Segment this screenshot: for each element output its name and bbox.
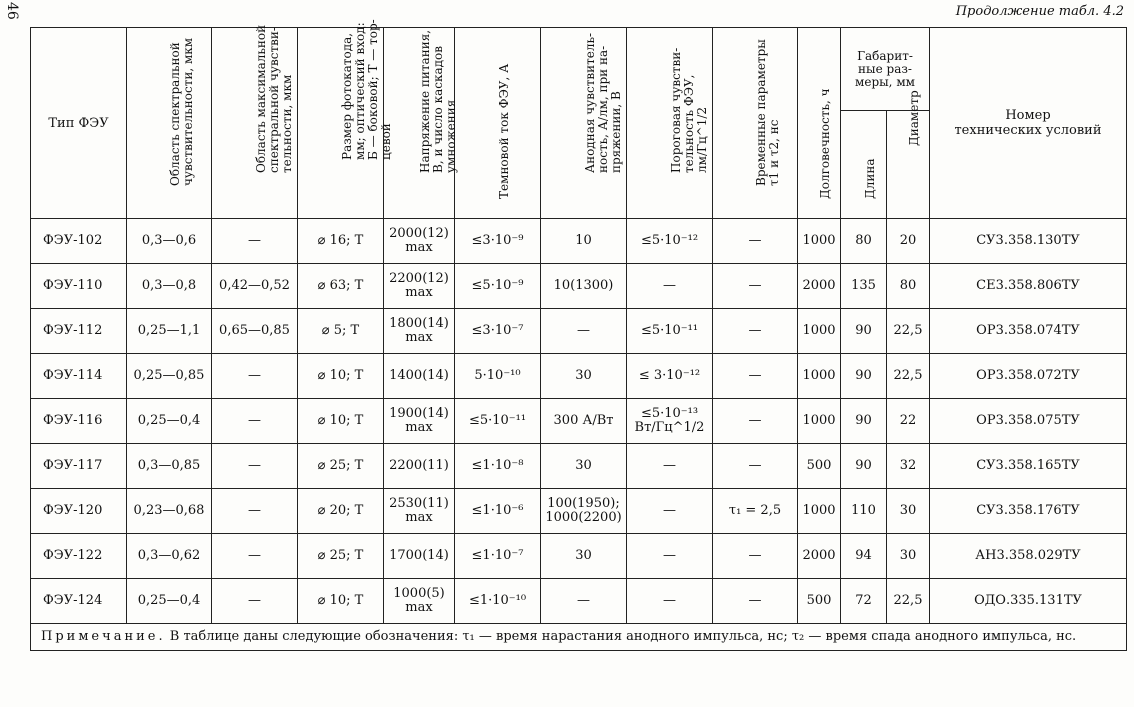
cell-voltage: 1000(5) max (384, 579, 455, 624)
photomultiplier-table (30, 19, 1127, 651)
header-dimensions: Габарит- ные раз- меры, мм (841, 28, 930, 111)
cell-photo: ⌀ 10; Т (298, 579, 384, 624)
cell-type: ФЭУ-110 (31, 264, 127, 309)
cell-spectral: 0,3—0,85 (127, 444, 212, 489)
cell-voltage: 2530(11) max (384, 489, 455, 534)
cell-diam: 22 (887, 399, 930, 444)
table-row (31, 354, 1127, 399)
cell-life: 1000 (798, 219, 841, 264)
header-threshold: Пороговая чувстви- тельность ФЭУ, лм/Гц^1/2 (627, 28, 713, 219)
cell-max: — (212, 399, 298, 444)
table-row (31, 264, 1127, 309)
cell-time: τ₁ = 2,5 (713, 489, 798, 534)
cell-threshold: — (627, 534, 713, 579)
cell-threshold: ≤5·10⁻¹³ Вт/Гц^1/2 (627, 399, 713, 444)
cell-threshold: — (627, 579, 713, 624)
cell-voltage: 2200(11) (384, 444, 455, 489)
cell-voltage: 2200(12) max (384, 264, 455, 309)
cell-anode: — (541, 579, 627, 624)
cell-dark: ≤1·10⁻⁶ (455, 489, 541, 534)
cell-diam: 32 (887, 444, 930, 489)
cell-time: — (713, 354, 798, 399)
table-row (31, 534, 1127, 579)
cell-threshold: — (627, 264, 713, 309)
cell-threshold: ≤5·10⁻¹² (627, 219, 713, 264)
cell-photo: ⌀ 10; Т (298, 354, 384, 399)
cell-length: 80 (841, 219, 887, 264)
cell-spectral: 0,3—0,62 (127, 534, 212, 579)
cell-life: 1000 (798, 489, 841, 534)
header-lifetime: Долговечность, ч (798, 28, 841, 219)
note-label: Примечание. (41, 629, 166, 644)
header-spectral: Область спектральной чувствительности, мкм (127, 28, 212, 219)
cell-type: ФЭУ-124 (31, 579, 127, 624)
cell-length: 90 (841, 354, 887, 399)
page-number: 46 (4, 2, 20, 20)
cell-spectral: 0,25—0,4 (127, 579, 212, 624)
cell-spectral: 0,3—0,8 (127, 264, 212, 309)
cell-length: 90 (841, 444, 887, 489)
cell-dark: ≤1·10⁻⁷ (455, 534, 541, 579)
cell-life: 1000 (798, 354, 841, 399)
cell-tech: ОР3.358.072ТУ (930, 354, 1127, 399)
table-row (31, 309, 1127, 354)
cell-spectral: 0,25—1,1 (127, 309, 212, 354)
cell-threshold: ≤5·10⁻¹¹ (627, 309, 713, 354)
cell-length: 90 (841, 309, 887, 354)
cell-max: — (212, 534, 298, 579)
cell-dark: ≤1·10⁻¹⁰ (455, 579, 541, 624)
cell-photo: ⌀ 63; Т (298, 264, 384, 309)
cell-anode: 10(1300) (541, 264, 627, 309)
cell-life: 2000 (798, 534, 841, 579)
cell-type: ФЭУ-122 (31, 534, 127, 579)
cell-max: 0,65—0,85 (212, 309, 298, 354)
cell-type: ФЭУ-120 (31, 489, 127, 534)
cell-time: — (713, 219, 798, 264)
header-diameter: Диаметр (887, 111, 930, 219)
cell-anode: 100(1950); 1000(2200) (541, 489, 627, 534)
cell-max: — (212, 219, 298, 264)
cell-time: — (713, 309, 798, 354)
cell-time: — (713, 264, 798, 309)
cell-length: 110 (841, 489, 887, 534)
cell-tech: АН3.358.029ТУ (930, 534, 1127, 579)
cell-type: ФЭУ-112 (31, 309, 127, 354)
cell-spectral: 0,25—0,85 (127, 354, 212, 399)
cell-life: 500 (798, 579, 841, 624)
cell-time: — (713, 579, 798, 624)
cell-tech: СУ3.358.130ТУ (930, 219, 1127, 264)
cell-dark: ≤5·10⁻⁹ (455, 264, 541, 309)
cell-photo: ⌀ 10; Т (298, 399, 384, 444)
cell-dark: 5·10⁻¹⁰ (455, 354, 541, 399)
cell-max: 0,42—0,52 (212, 264, 298, 309)
cell-type: ФЭУ-114 (31, 354, 127, 399)
cell-max: — (212, 354, 298, 399)
header-length: Длина (841, 111, 887, 219)
cell-photo: ⌀ 25; Т (298, 444, 384, 489)
cell-time: — (713, 444, 798, 489)
header-max-spectral: Область максимальной спектральной чувстви- тельности, мкм (212, 28, 298, 219)
cell-dark: ≤3·10⁻⁷ (455, 309, 541, 354)
cell-diam: 22,5 (887, 579, 930, 624)
cell-diam: 20 (887, 219, 930, 264)
cell-voltage: 1900(14) max (384, 399, 455, 444)
cell-spectral: 0,25—0,4 (127, 399, 212, 444)
header-anode-sensitivity: Анодная чувствитель- ность, А/лм, при на- пряжении, В (541, 28, 627, 219)
cell-length: 90 (841, 399, 887, 444)
cell-tech: ОР3.358.075ТУ (930, 399, 1127, 444)
cell-anode: — (541, 309, 627, 354)
cell-diam: 30 (887, 489, 930, 534)
cell-diam: 80 (887, 264, 930, 309)
cell-anode: 30 (541, 444, 627, 489)
cell-threshold: ≤ 3·10⁻¹² (627, 354, 713, 399)
cell-max: — (212, 489, 298, 534)
cell-length: 135 (841, 264, 887, 309)
cell-anode: 30 (541, 534, 627, 579)
cell-type: ФЭУ-117 (31, 444, 127, 489)
header-dark-current: Темновой ток ФЭУ, А (455, 28, 541, 219)
header-time-params: Временные параметры τ1 и τ2, нс (713, 28, 798, 219)
cell-length: 72 (841, 579, 887, 624)
cell-length: 94 (841, 534, 887, 579)
cell-tech: СУ3.358.176ТУ (930, 489, 1127, 534)
cell-time: — (713, 399, 798, 444)
cell-photo: ⌀ 5; Т (298, 309, 384, 354)
cell-diam: 22,5 (887, 309, 930, 354)
cell-spectral: 0,3—0,6 (127, 219, 212, 264)
cell-anode: 300 А/Вт (541, 399, 627, 444)
cell-spectral: 0,23—0,68 (127, 489, 212, 534)
cell-tech: СУ3.358.165ТУ (930, 444, 1127, 489)
header-type: Тип ФЭУ (31, 28, 127, 219)
cell-anode: 30 (541, 354, 627, 399)
cell-max: — (212, 579, 298, 624)
cell-type: ФЭУ-116 (31, 399, 127, 444)
table-row (31, 444, 1127, 489)
cell-voltage: 2000(12) max (384, 219, 455, 264)
cell-photo: ⌀ 25; Т (298, 534, 384, 579)
cell-time: — (713, 534, 798, 579)
table-row (31, 399, 1127, 444)
cell-dark: ≤3·10⁻⁹ (455, 219, 541, 264)
table-note (31, 624, 1127, 651)
table-note-row (31, 624, 1127, 651)
cell-tech: СЕ3.358.806ТУ (930, 264, 1127, 309)
cell-dark: ≤5·10⁻¹¹ (455, 399, 541, 444)
header-voltage: Напряжение питания, В, и число каскадов умножения (384, 28, 455, 219)
cell-photo: ⌀ 20; Т (298, 489, 384, 534)
cell-life: 1000 (798, 399, 841, 444)
cell-voltage: 1400(14) (384, 354, 455, 399)
cell-dark: ≤1·10⁻⁸ (455, 444, 541, 489)
cell-tech: ОДО.335.131ТУ (930, 579, 1127, 624)
cell-max: — (212, 444, 298, 489)
note-text: В таблице даны следующие обозначения: τ₁ — время нарастания анодного импульса, нс; τ₂ — время спада анодного импульса, нс. (169, 629, 1077, 644)
cell-anode: 10 (541, 219, 627, 264)
table-row (31, 579, 1127, 624)
cell-diam: 22,5 (887, 354, 930, 399)
header-tech-conditions: Номер технических условий (930, 28, 1127, 219)
table-row (31, 219, 1127, 264)
cell-life: 2000 (798, 264, 841, 309)
cell-voltage: 1700(14) (384, 534, 455, 579)
cell-type: ФЭУ-102 (31, 219, 127, 264)
cell-tech: ОР3.358.074ТУ (930, 309, 1127, 354)
cell-voltage: 1800(14) max (384, 309, 455, 354)
cell-life: 1000 (798, 309, 841, 354)
table-continuation-label: Продолжение табл. 4.2 (955, 4, 1124, 19)
cell-photo: ⌀ 16; Т (298, 219, 384, 264)
cell-life: 500 (798, 444, 841, 489)
cell-threshold: — (627, 489, 713, 534)
cell-diam: 30 (887, 534, 930, 579)
cell-threshold: — (627, 444, 713, 489)
table-row (31, 489, 1127, 534)
header-photocathode: Размер фотокатода, мм; оптический вход: Б — боковой; Т — тор- цевой (298, 28, 384, 219)
